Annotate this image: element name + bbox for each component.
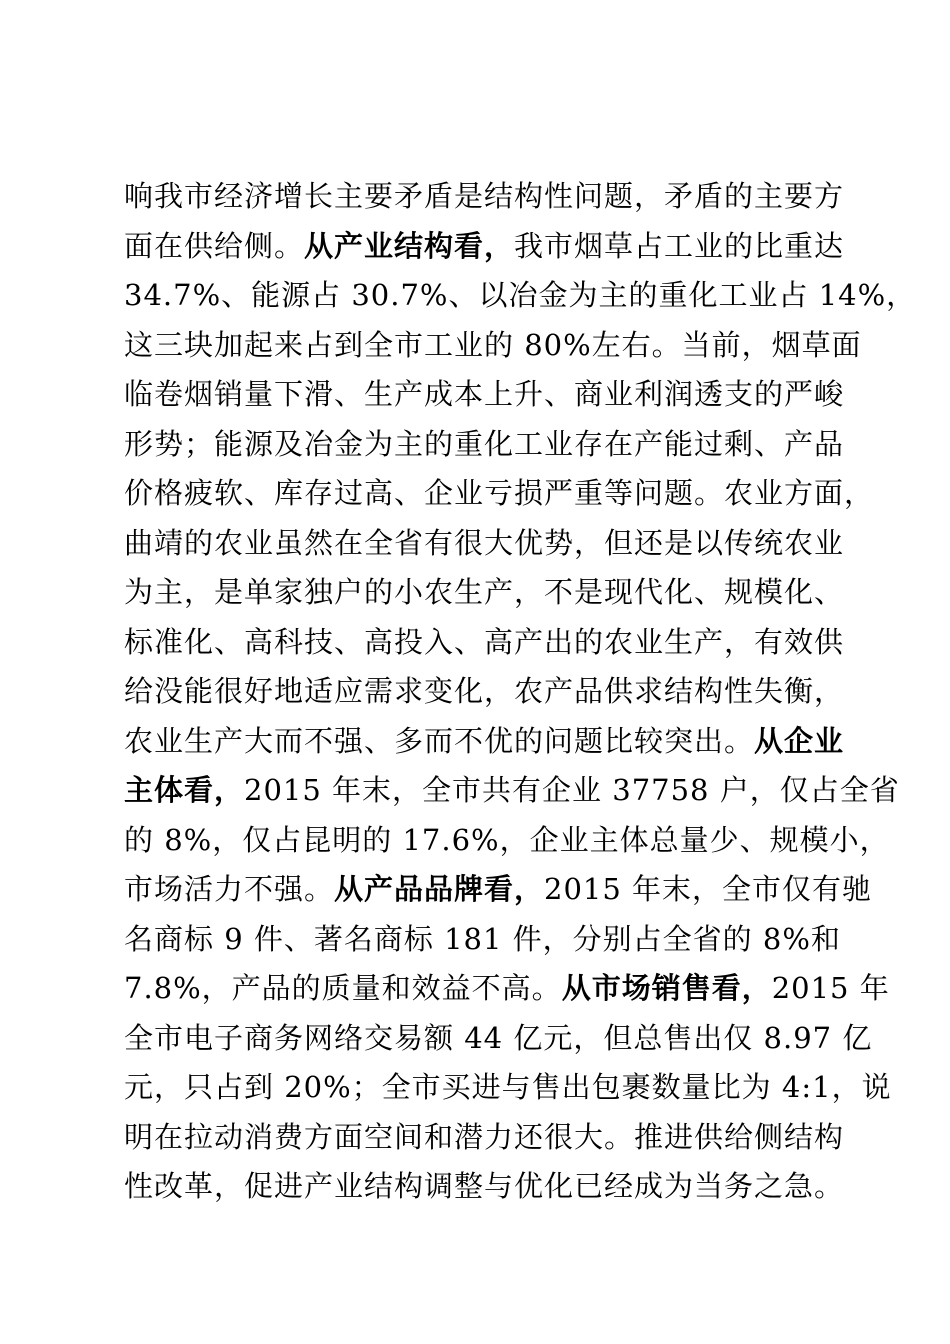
text-run: 34.7%、能源占 30.7%、以冶金为主的重化工业占 14%， (124, 278, 917, 312)
bold-heading-phrase: 从市场销售看， (561, 971, 772, 1005)
text-line (124, 1113, 845, 1163)
text-line (124, 172, 845, 222)
text-run: 为主，是单家独户的小农生产，不是现代化、规模化、 (124, 575, 845, 609)
text-line (124, 964, 890, 1014)
text-line (124, 717, 845, 767)
text-line (124, 915, 841, 965)
text-run: 曲靖的农业虽然在全省有很大优势，但还是以传统农业 (124, 525, 845, 560)
text-run: 2015 年 (771, 971, 890, 1005)
bold-heading-phrase: 从企业 (754, 723, 845, 758)
text-line (124, 321, 862, 371)
text-line (124, 1063, 892, 1113)
text-line (124, 1162, 845, 1212)
bold-heading-phrase: 从产品品牌看， (334, 872, 545, 906)
text-run: 临卷烟销量下滑、生产成本上升、商业利润透支的严峻 (124, 377, 845, 411)
text-line (124, 420, 845, 470)
text-line (124, 370, 845, 420)
text-run: 名商标 9 件、著名商标 181 件，分别占全省的 8%和 (124, 921, 841, 956)
text-run: 2015 年末，全市仅有驰 (544, 872, 873, 906)
text-run: 面在供给侧。 (124, 228, 305, 263)
text-line (124, 1014, 873, 1064)
text-run: 这三块加起来占到全市工业的 80%左右。当前，烟草面 (124, 327, 862, 362)
text-line (124, 222, 845, 272)
text-line (124, 271, 917, 321)
text-line (124, 766, 900, 816)
bold-heading-phrase: 主体看， (124, 773, 245, 807)
text-run: 性改革，促进产业结构调整与优化已经成为当务之急。 (124, 1169, 845, 1203)
text-run: 价格疲软、库存过高、企业亏损严重等问题。农业方面， (124, 476, 875, 510)
text-line (124, 816, 890, 866)
text-line (124, 865, 873, 915)
text-run: 7.8%，产品的质量和效益不高。 (124, 971, 562, 1005)
text-line (124, 469, 875, 519)
text-run: 农业生产大而不强、多而不优的问题比较突出。 (124, 723, 755, 758)
text-run: 明在拉动消费方面空间和潜力还很大。推进供给侧结构 (124, 1119, 845, 1154)
text-run: 响我市经济增长主要矛盾是结构性问题，矛盾的主要方 (124, 179, 845, 213)
text-run: 市场活力不强。 (124, 872, 335, 906)
text-run: 的 8%，仅占昆明的 17.6%，企业主体总量少、规模小， (124, 822, 890, 857)
body-paragraph (124, 172, 917, 1212)
text-line (124, 519, 845, 569)
text-run: 我市烟草占工业的比重达 (514, 228, 845, 263)
text-run: 2015 年末，全市共有企业 37758 户，仅占全省 (244, 773, 900, 807)
text-run: 元，只占到 20%；全市买进与售出包裹数量比为 4:1，说 (124, 1070, 892, 1104)
text-run: 给没能很好地适应需求变化，农产品供求结构性失衡， (124, 674, 845, 708)
text-run: 标准化、高科技、高投入、高产出的农业生产，有效供 (124, 624, 845, 659)
text-line (124, 667, 845, 717)
text-line (124, 618, 845, 668)
bold-heading-phrase: 从产业结构看， (304, 228, 515, 263)
text-line (124, 568, 845, 618)
text-run: 形势；能源及冶金为主的重化工业存在产能过剩、产品 (124, 426, 845, 461)
text-run: 全市电子商务网络交易额 44 亿元，但总售出仅 8.97 亿 (124, 1020, 873, 1055)
